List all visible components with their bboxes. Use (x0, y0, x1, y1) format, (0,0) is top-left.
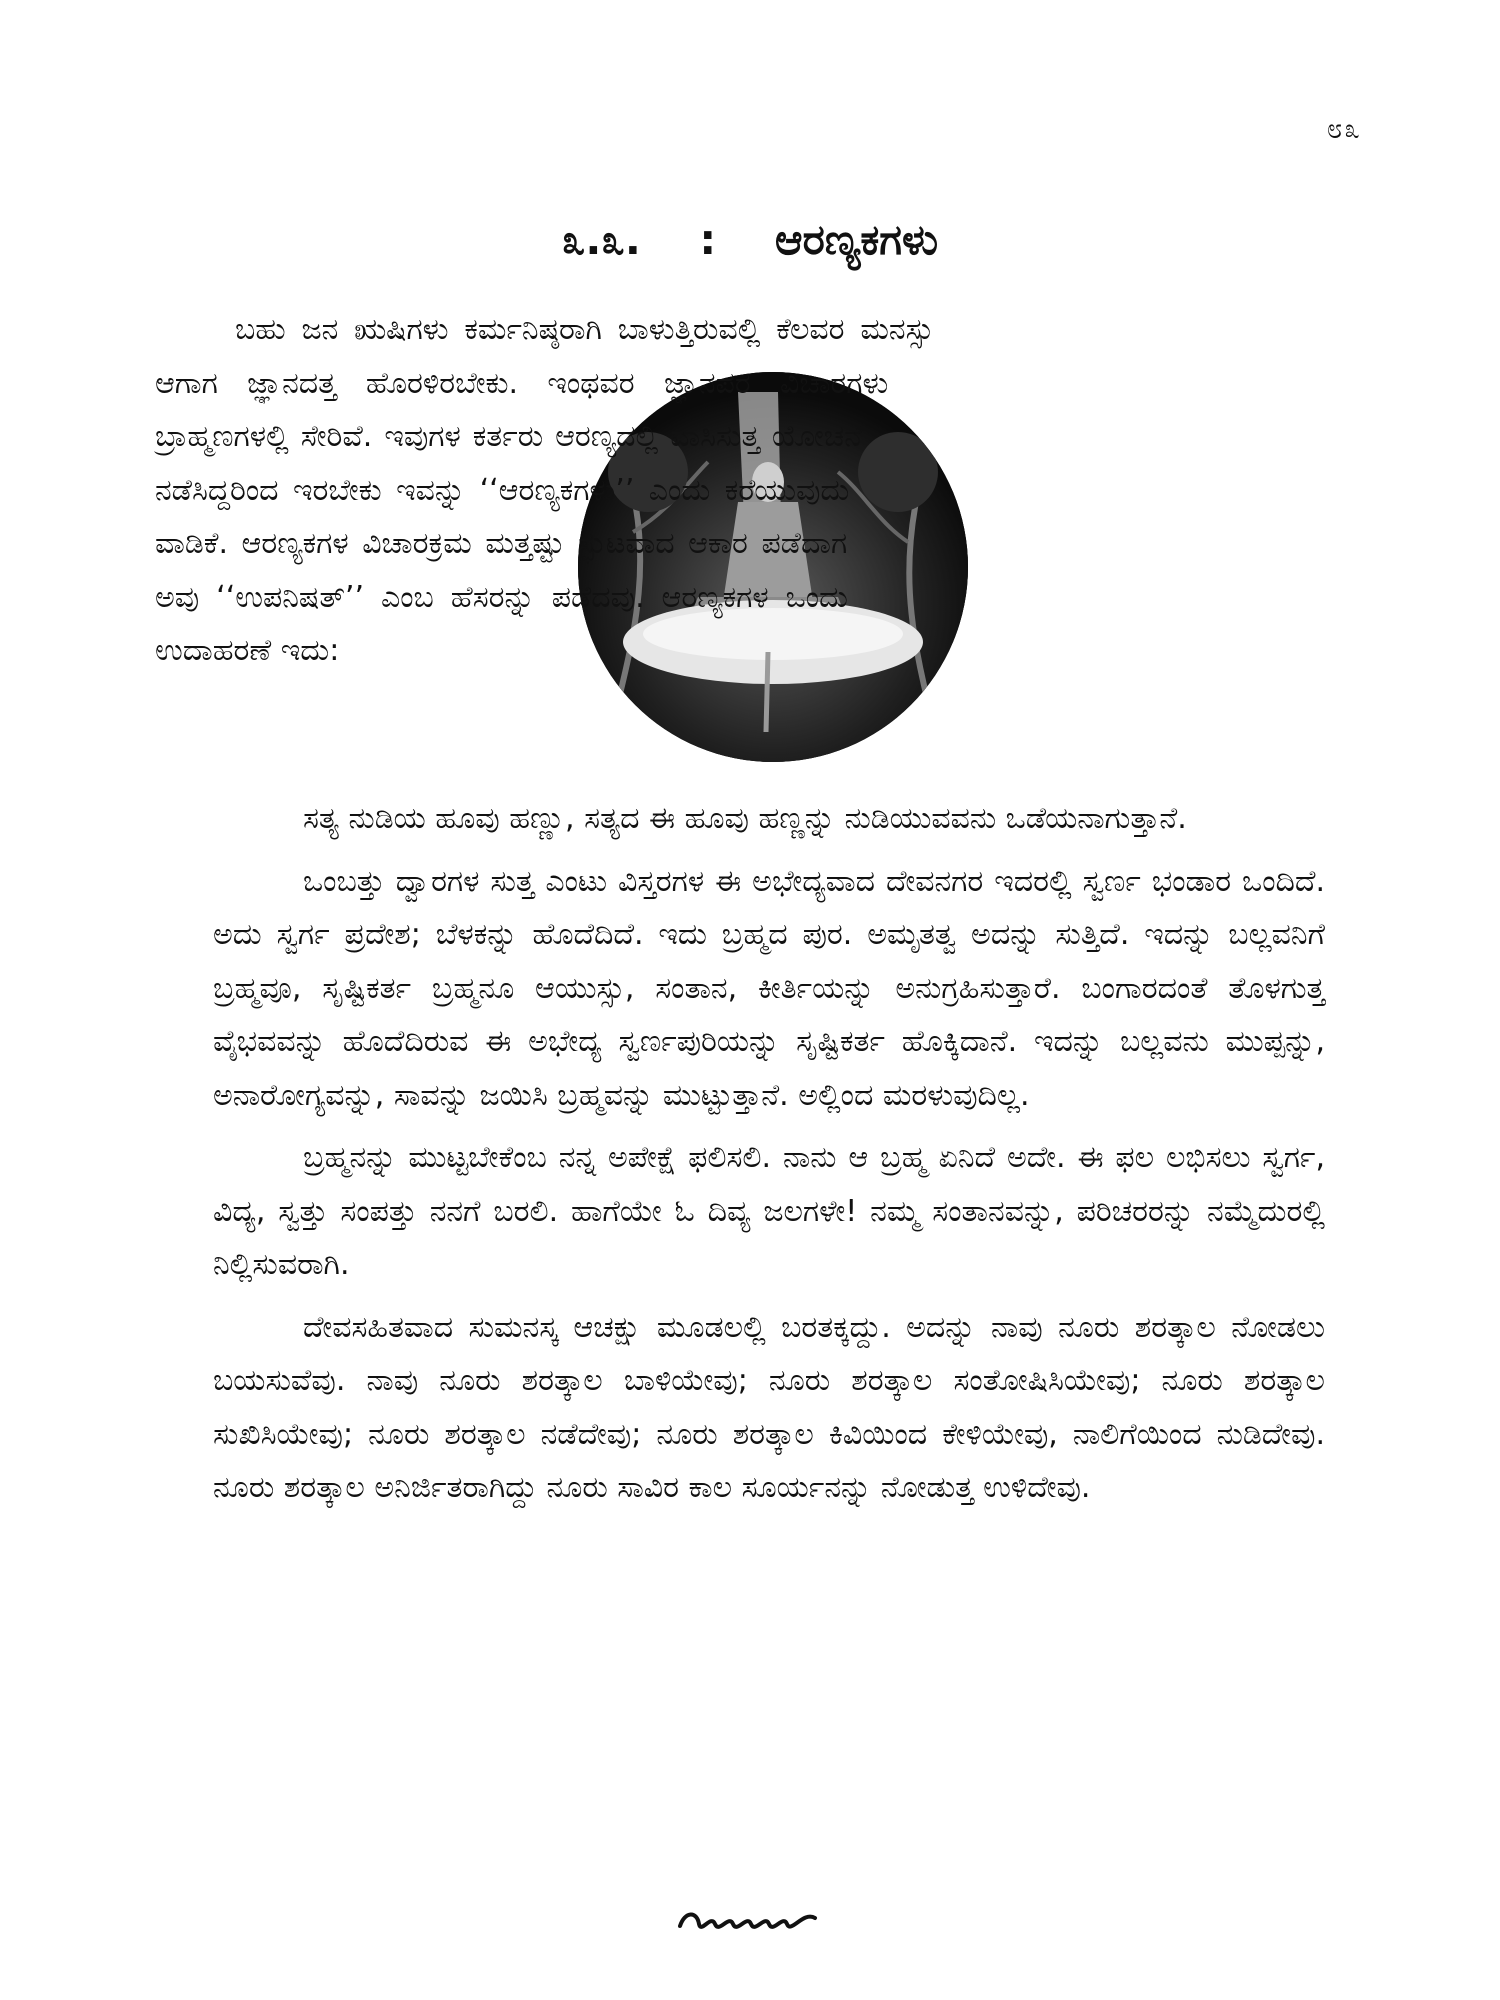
section-title-text: ಆರಣ್ಯಕಗಳು (774, 215, 939, 264)
paragraph: ಸತ್ಯ ನುಡಿಯ ಹೂವು ಹಣ್ಣು, ಸತ್ಯದ ಈ ಹೂವು ಹಣ್ಣನ್ನು ನುಡಿಯುವವನು ಒಡೆಯನಾಗುತ್ತಾನೆ. (303, 801, 1187, 836)
body-text (213, 792, 1325, 1524)
paragraph: ದೇವಸಹಿತವಾದ ಸುಮನಸ್ಕ ಆಚಕ್ಷು ಮೂಡಲಲ್ಲಿ ಬರತಕ್ಕದ್ದು. ಅದನ್ನು ನಾವು ನೂರು ಶರತ್ಕಾಲ ನೋಡಲು ಬಯಸುವೆವು. ನಾವು ನೂರು ಶರತ್ಕಾಲ ಬಾಳಿಯೇವು; ನೂರು ಶರತ್ಕಾಲ ಸಂತೋಷಿಸಿಯೇವು; ನೂರು ಶರತ್ಕಾಲ ಸುಖಿಸಿಯೇವು; ನೂರು ಶರತ್ಕಾಲ ನಡೆದೇವು; ನೂರು ಶರತ್ಕಾಲ ಕಿವಿಯಿಂದ ಕೇಳಿಯೇವು, ನಾಲಿಗೆಯಿಂದ ನುಡಿದೇವು. ನೂರು ಶರತ್ಕಾಲ ಅನಿರ್ಜಿತರಾಗಿದ್ದು ನೂರು ಸಾವಿರ ಕಾಲ ಸೂರ್ಯನನ್ನು ನೋಡುತ್ತ ಉಳಿದೇವು. (213, 1309, 1325, 1505)
intro-paragraph: ಬಹು ಜನ ಋಷಿಗಳು ಕರ್ಮನಿಷ್ಠರಾಗಿ ಬಾಳುತ್ತಿರುವಲ್ಲಿ ಕೆಲವರ ಮನಸ್ಸು ಆಗಾಗ ಜ್ಞಾನದತ್ತ ಹೊರಳಿರಬೇಕು. ಇಂಥವರ ಜ್ಞಾನಪರ ವಿಚಾರಗಳು ಬ್ರಾಹ್ಮಣಗಳಲ್ಲಿ ಸೇರಿವೆ. ಇವುಗಳ ಕರ್ತರು ಆರಣ್ಯದಲ್ಲಿ ವಾಸಿಸುತ್ತ ಯೋಚನೆ ನಡೆಸಿದ್ದರಿಂದ ಇರಬೇಕು ಇವನ್ನು ‘‘ಆರಣ್ಯಕಗಳು’’ ಎಂದು ಕರೆಯುವುದು ವಾಡಿಕೆ. ಆರಣ್ಯಕಗಳ ವಿಚಾರಕ್ರಮ ಮತ್ತಷ್ಟು ಸ್ಫುಟವಾದ ಆಕಾರ ಪಡೆದಾಗ ಅವು ‘‘ಉಪನಿಷತ್’’ ಎಂಬ ಹೆಸರನ್ನು ಪಡೆದವು. ಆರಣ್ಯಕಗಳ ಒಂದು ಉದಾಹರಣೆ ಇದು: (155, 312, 934, 668)
ornament-flourish-icon (675, 1906, 825, 1936)
intro-paragraph-block (155, 303, 1380, 798)
end-ornament (0, 1900, 1500, 1946)
paragraph: ಬ್ರಹ್ಮನನ್ನು ಮುಟ್ಟಬೇಕೆಂಬ ನನ್ನ ಅಪೇಕ್ಷೆ ಫಲಿಸಲಿ. ನಾನು ಆ ಬ್ರಹ್ಮ ಏನಿದೆ ಅದೇ. ಈ ಫಲ ಲಭಿಸಲು ಸ್ವರ್ಗ, ವಿದ್ಯ, ಸ್ವತ್ತು ಸಂಪತ್ತು ನನಗೆ ಬರಲಿ. ಹಾಗೆಯೇ ಓ ದಿವ್ಯ ಜಲಗಳೇ! ನಮ್ಮ ಸಂತಾನವನ್ನು, ಪರಿಚರರನ್ನು ನಮ್ಮೆದುರಲ್ಲಿ ನಿಲ್ಲಿಸುವರಾಗಿ. (213, 1140, 1325, 1282)
section-title (0, 215, 1500, 265)
figure-wrap-space (515, 373, 940, 798)
section-number: ೩.೩. (561, 215, 641, 264)
paragraph: ಒಂಬತ್ತು ದ್ವಾರಗಳ ಸುತ್ತ ಎಂಟು ವಿಸ್ತರಗಳ ಈ ಅಭೇದ್ಯವಾದ ದೇವನಗರ ಇದರಲ್ಲಿ ಸ್ವರ್ಣ ಭಂಡಾರ ಒಂದಿದೆ. ಅದು ಸ್ವರ್ಗ ಪ್ರದೇಶ; ಬೆಳಕನ್ನು ಹೊದೆದಿದೆ. ಇದು ಬ್ರಹ್ಮದ ಪುರ. ಅಮೃತತ್ವ ಅದನ್ನು ಸುತ್ತಿದೆ. ಇದನ್ನು ಬಲ್ಲವನಿಗೆ ಬ್ರಹ್ಮವೂ, ಸೃಷ್ಟಿಕರ್ತ ಬ್ರಹ್ಮನೂ ಆಯುಸ್ಸು, ಸಂತಾನ, ಕೀರ್ತಿಯನ್ನು ಅನುಗ್ರಹಿಸುತ್ತಾರೆ. ಬಂಗಾರದಂತೆ ತೊಳಗುತ್ತ ವೈಭವವನ್ನು ಹೊದೆದಿರುವ ಈ ಅಭೇದ್ಯ ಸ್ವರ್ಣಪುರಿಯನ್ನು ಸೃಷ್ಟಿಕರ್ತ ಹೊಕ್ಕಿದಾನೆ. ಇದನ್ನು ಬಲ್ಲವನು ಮುಪ್ಪನ್ನು, ಅನಾರೋಗ್ಯವನ್ನು, ಸಾವನ್ನು ಜಯಿಸಿ ಬ್ರಹ್ಮವನ್ನು ಮುಟ್ಟುತ್ತಾನೆ. ಅಲ್ಲಿಂದ ಮರಳುವುದಿಲ್ಲ. (213, 863, 1325, 1113)
page-number: ೮೩ (1326, 112, 1362, 145)
title-separator: : (699, 215, 717, 264)
